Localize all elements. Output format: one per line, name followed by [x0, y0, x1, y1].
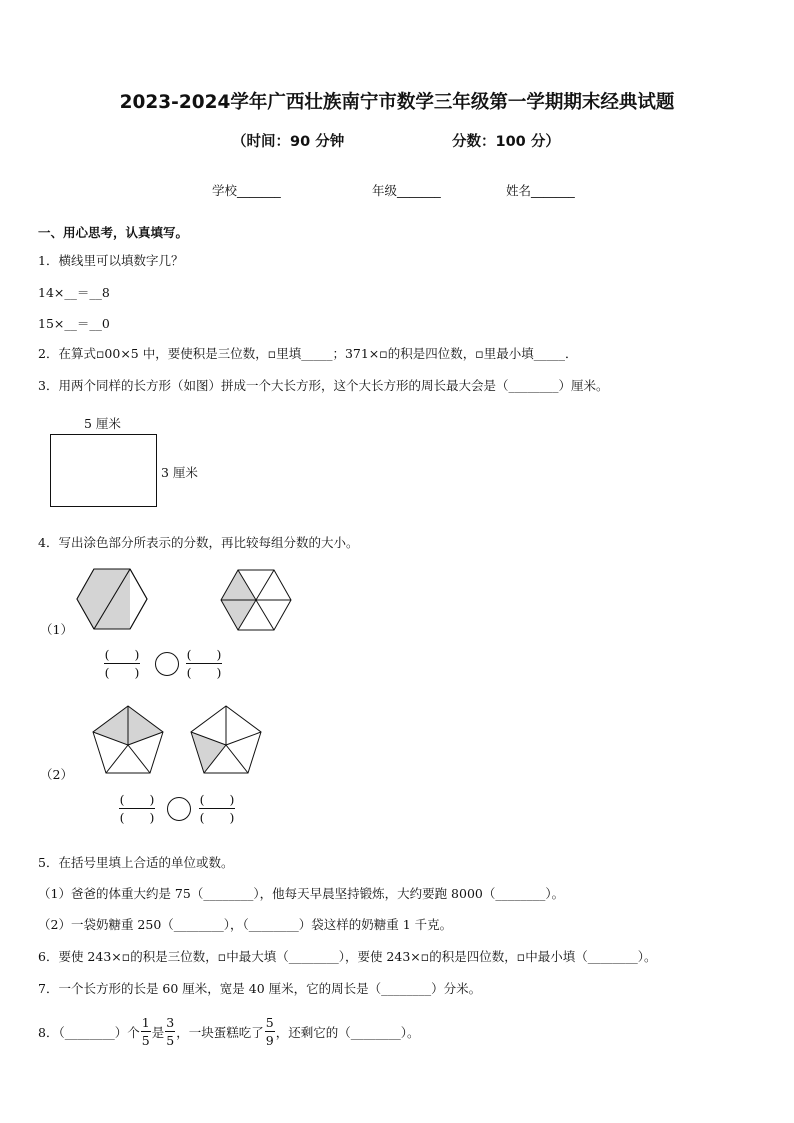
question-5-1: （1）爸爸的体重大约是 75（________），他每天早晨坚持锻炼，大约要跑 8000（________）。	[38, 886, 565, 901]
exam-score: 分数：100 分）	[452, 134, 560, 150]
grade-field: 年级_______	[372, 183, 441, 198]
blank-fraction-2b: ( ) ( )	[199, 792, 235, 825]
question-5-2: （2）一袋奶糖重 250（________），（________）袋这样的奶糖重 1 千克。	[38, 917, 453, 932]
question-3: 3．用两个同样的长方形（如图）拼成一个大长方形，这个大长方形的周长最大会是（________）厘米。	[38, 378, 609, 393]
pentagon-fifths-a	[92, 705, 164, 775]
name-field: 姓名_______	[506, 183, 575, 198]
hexagon-sixths	[220, 569, 292, 631]
pentagon-fifths-b	[190, 705, 262, 775]
q4-part2-label: （2）	[40, 767, 73, 782]
question-5: 5．在括号里填上合适的单位或数。	[38, 855, 234, 870]
school-field: 学校_______	[212, 183, 281, 198]
q8-part-c: ，一块蛋糕吃了	[176, 1024, 264, 1040]
question-1b: 15×__＝__0	[38, 316, 110, 331]
rect-height-label: 3 厘米	[161, 465, 198, 480]
question-8	[38, 1015, 420, 1048]
hexagon-half-shaded	[76, 568, 148, 630]
fraction-3-5: $\frac{3}{5}$	[166, 1015, 175, 1048]
question-7: 7．一个长方形的长是 60 厘米，宽是 40 厘米，它的周长是（________）分米。	[38, 981, 482, 996]
question-1: 1．横线里可以填数字几？	[38, 253, 184, 268]
blank-fraction-1a: ( ) ( )	[104, 647, 140, 680]
rectangle-figure	[50, 434, 157, 507]
blank-fraction-1b: ( ) ( )	[186, 647, 222, 680]
q8-part-b: 是	[151, 1024, 165, 1040]
blank-fraction-2a: ( ) ( )	[119, 792, 155, 825]
page-title: 2023-2024学年广西壮族南宁市数学三年级第一学期期末经典试题	[119, 92, 675, 113]
question-6: 6．要使 243×▫的积是三位数，▫中最大填（________），要使 243×▫的积是四位数，▫中最小填（________）。	[38, 949, 657, 964]
q4-part1-label: （1）	[40, 622, 73, 637]
compare-circle-1	[155, 652, 179, 676]
fraction-5-9: $\frac{5}{9}$	[265, 1015, 274, 1048]
section-title: 一、用心思考，认真填写。	[38, 225, 189, 240]
q8-part-d: ，还剩它的（________）。	[275, 1024, 420, 1040]
question-1a: 14×__＝__8	[38, 285, 110, 300]
question-2: 2．在算式▫00×5 中，要使积是三位数，▫里填_____；371×▫的积是四位数，▫里最小填_____．	[38, 346, 578, 361]
rect-width-label: 5 厘米	[84, 416, 121, 431]
question-4: 4．写出涂色部分所表示的分数，再比较每组分数的大小。	[38, 535, 359, 550]
exam-time: （时间：90 分钟	[232, 134, 345, 150]
compare-circle-2	[167, 797, 191, 821]
q8-part-a: 8．（________）个	[38, 1024, 140, 1040]
fraction-1-5: $\frac{1}{5}$	[141, 1015, 150, 1048]
